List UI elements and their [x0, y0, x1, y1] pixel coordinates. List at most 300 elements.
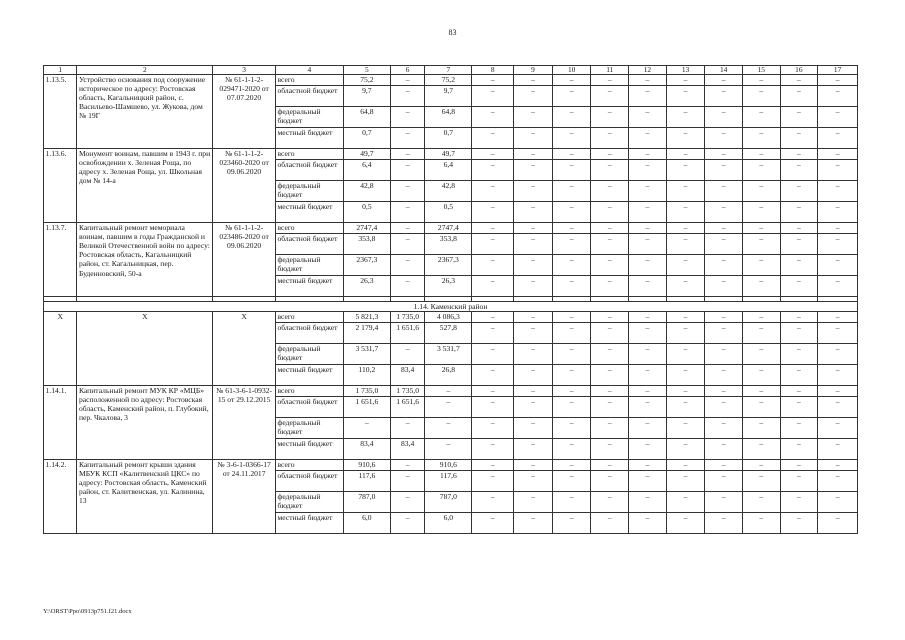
value-cell: –	[666, 439, 705, 460]
value-cell: –	[552, 255, 591, 276]
value-cell: –	[818, 149, 858, 160]
value-cell: –	[780, 323, 818, 344]
value-cell: –	[742, 202, 780, 223]
value-col6: –	[390, 276, 424, 297]
column-number: 3	[213, 66, 276, 75]
value-col7: –	[425, 439, 472, 460]
value-col7: 910,6	[425, 460, 472, 471]
value-cell: –	[591, 202, 629, 223]
value-cell: –	[472, 418, 514, 439]
value-cell: –	[552, 86, 591, 107]
value-col7: 0,5	[425, 202, 472, 223]
value-total: 0,5	[343, 202, 390, 223]
value-cell: –	[514, 75, 553, 86]
budget-source: федеральный бюджет	[275, 107, 343, 128]
value-cell: –	[514, 181, 553, 202]
value-cell: –	[780, 107, 818, 128]
value-col7: 26,3	[425, 276, 472, 297]
region-title: 1.14. Каменский район	[44, 302, 858, 312]
value-cell: –	[780, 276, 818, 297]
value-cell: –	[742, 107, 780, 128]
budget-source: местный бюджет	[275, 365, 343, 386]
value-cell: –	[705, 223, 743, 234]
value-cell: –	[742, 255, 780, 276]
value-col6: 1 651,6	[390, 323, 424, 344]
value-cell: –	[705, 255, 743, 276]
value-cell: –	[742, 513, 780, 534]
object-name: X	[77, 312, 213, 386]
value-cell: –	[666, 181, 705, 202]
value-cell: –	[472, 460, 514, 471]
value-cell: –	[780, 223, 818, 234]
value-col6: 1 735,0	[390, 386, 424, 397]
value-col6: –	[390, 344, 424, 365]
value-cell: –	[472, 513, 514, 534]
value-cell: –	[666, 492, 705, 513]
value-col6: –	[390, 75, 424, 86]
value-cell: –	[514, 276, 553, 297]
value-cell: –	[629, 202, 667, 223]
value-cell: –	[742, 86, 780, 107]
value-cell: –	[705, 386, 743, 397]
value-cell: –	[629, 323, 667, 344]
value-cell: –	[629, 513, 667, 534]
column-number: 13	[666, 66, 705, 75]
value-cell: –	[629, 386, 667, 397]
value-cell: –	[552, 276, 591, 297]
value-cell: –	[780, 492, 818, 513]
value-cell: –	[780, 365, 818, 386]
budget-source: областной бюджет	[275, 160, 343, 181]
value-cell: –	[818, 492, 858, 513]
value-cell: –	[552, 386, 591, 397]
value-col6: –	[390, 492, 424, 513]
value-col6: –	[390, 128, 424, 149]
value-cell: –	[472, 75, 514, 86]
value-cell: –	[591, 234, 629, 255]
value-col7: 75,2	[425, 75, 472, 86]
budget-source: федеральный бюджет	[275, 181, 343, 202]
value-col7: 787,0	[425, 492, 472, 513]
column-number: 8	[472, 66, 514, 75]
value-cell: –	[818, 344, 858, 365]
value-cell: –	[780, 386, 818, 397]
value-col6: 1 651,6	[390, 397, 424, 418]
value-cell: –	[818, 460, 858, 471]
value-cell: –	[552, 365, 591, 386]
value-col6: 83,4	[390, 439, 424, 460]
value-cell: –	[472, 202, 514, 223]
value-col6: –	[390, 160, 424, 181]
value-cell: –	[705, 234, 743, 255]
value-cell: –	[514, 323, 553, 344]
value-cell: –	[742, 75, 780, 86]
value-col7: 42,8	[425, 181, 472, 202]
budget-source: федеральный бюджет	[275, 255, 343, 276]
value-cell: –	[742, 323, 780, 344]
value-cell: –	[552, 439, 591, 460]
value-col6: 83,4	[390, 365, 424, 386]
value-cell: –	[552, 223, 591, 234]
expertise-document: № 61-1-1-2-029471-2020 от 07.07.2020	[213, 75, 276, 149]
value-cell: –	[591, 439, 629, 460]
value-cell: –	[552, 323, 591, 344]
value-cell: –	[780, 160, 818, 181]
value-cell: –	[552, 471, 591, 492]
value-cell: –	[666, 234, 705, 255]
value-total: 6,0	[343, 513, 390, 534]
value-cell: –	[818, 439, 858, 460]
value-cell: –	[705, 471, 743, 492]
value-col7: 49,7	[425, 149, 472, 160]
value-cell: –	[705, 128, 743, 149]
column-number: 15	[742, 66, 780, 75]
object-name: Капитальный ремонт мемориала воинам, павшим в годы Гражданской и Великой Отечественной войн по адресу: Ростовская область, Кагальницкий район, ст. Кагальницкая, пер. Буденновский, 50-а	[77, 223, 213, 297]
value-cell: –	[666, 418, 705, 439]
value-cell: –	[472, 234, 514, 255]
column-number: 5	[343, 66, 390, 75]
table-row	[44, 386, 858, 397]
budget-source: федеральный бюджет	[275, 492, 343, 513]
value-cell: –	[514, 492, 553, 513]
value-cell: –	[514, 386, 553, 397]
value-cell: –	[780, 418, 818, 439]
value-cell: –	[514, 202, 553, 223]
value-cell: –	[591, 75, 629, 86]
value-cell: –	[742, 128, 780, 149]
value-cell: –	[666, 75, 705, 86]
value-cell: –	[552, 397, 591, 418]
value-total: 42,8	[343, 181, 390, 202]
value-cell: –	[514, 513, 553, 534]
value-cell: –	[780, 128, 818, 149]
value-cell: –	[666, 365, 705, 386]
value-cell: –	[514, 128, 553, 149]
value-cell: –	[705, 492, 743, 513]
value-cell: –	[591, 128, 629, 149]
column-number: 1	[44, 66, 77, 75]
budget-source: местный бюджет	[275, 202, 343, 223]
value-col7: 353,8	[425, 234, 472, 255]
value-cell: –	[591, 312, 629, 323]
value-cell: –	[591, 471, 629, 492]
value-cell: –	[514, 460, 553, 471]
value-cell: –	[514, 365, 553, 386]
value-cell: –	[591, 276, 629, 297]
value-cell: –	[818, 86, 858, 107]
expertise-document: № 61-1-1-2-023486-2020 от 09.06.2020	[213, 223, 276, 297]
value-col7: 64,8	[425, 107, 472, 128]
value-cell: –	[780, 255, 818, 276]
value-cell: –	[591, 492, 629, 513]
value-cell: –	[705, 513, 743, 534]
value-cell: –	[780, 312, 818, 323]
value-cell: –	[472, 255, 514, 276]
value-cell: –	[552, 160, 591, 181]
value-col7: 117,6	[425, 471, 472, 492]
value-cell: –	[818, 276, 858, 297]
value-total: 2 179,4	[343, 323, 390, 344]
value-cell: –	[514, 344, 553, 365]
value-cell: –	[629, 75, 667, 86]
value-cell: –	[591, 344, 629, 365]
table-row	[44, 223, 858, 234]
value-col7: 4 086,3	[425, 312, 472, 323]
value-cell: –	[666, 107, 705, 128]
value-cell: –	[591, 86, 629, 107]
value-total: 910,6	[343, 460, 390, 471]
value-total: 2367,3	[343, 255, 390, 276]
object-name: Монумент воинам, павшим в 1943 г. при освобождении х. Зеленая Роща, по адресу х. Зеленая Роща, ул. Школьная дом № 14-а	[77, 149, 213, 223]
value-col6: –	[390, 107, 424, 128]
value-cell: –	[552, 513, 591, 534]
funding-table	[43, 65, 858, 534]
value-cell: –	[591, 397, 629, 418]
budget-source: областной бюджет	[275, 234, 343, 255]
value-total: 1 651,6	[343, 397, 390, 418]
value-cell: –	[742, 312, 780, 323]
value-cell: –	[742, 344, 780, 365]
budget-source: федеральный бюджет	[275, 344, 343, 365]
table-row	[44, 312, 858, 323]
value-cell: –	[742, 223, 780, 234]
value-cell: –	[629, 181, 667, 202]
column-number: 14	[705, 66, 743, 75]
value-col6: –	[390, 255, 424, 276]
value-col6: –	[390, 149, 424, 160]
value-cell: –	[742, 397, 780, 418]
region-row	[44, 302, 858, 312]
value-cell: –	[552, 312, 591, 323]
value-cell: –	[591, 149, 629, 160]
value-cell: –	[705, 149, 743, 160]
value-col7: –	[425, 397, 472, 418]
value-col6: –	[390, 202, 424, 223]
value-cell: –	[472, 386, 514, 397]
value-col7: 2747,4	[425, 223, 472, 234]
budget-source: местный бюджет	[275, 276, 343, 297]
value-cell: –	[629, 460, 667, 471]
value-cell: –	[472, 223, 514, 234]
value-cell: –	[514, 312, 553, 323]
value-col6: –	[390, 460, 424, 471]
value-cell: –	[472, 471, 514, 492]
value-cell: –	[514, 418, 553, 439]
value-cell: –	[666, 255, 705, 276]
value-cell: –	[591, 107, 629, 128]
value-total: 9,7	[343, 86, 390, 107]
value-cell: –	[629, 492, 667, 513]
value-cell: –	[472, 439, 514, 460]
value-cell: –	[514, 255, 553, 276]
value-cell: –	[472, 160, 514, 181]
value-cell: –	[552, 75, 591, 86]
budget-source: всего	[275, 149, 343, 160]
value-cell: –	[514, 86, 553, 107]
value-cell: –	[742, 418, 780, 439]
value-cell: –	[552, 492, 591, 513]
item-number: X	[44, 312, 77, 386]
value-cell: –	[780, 149, 818, 160]
value-cell: –	[818, 513, 858, 534]
budget-source: всего	[275, 223, 343, 234]
value-cell: –	[705, 75, 743, 86]
value-cell: –	[591, 365, 629, 386]
value-cell: –	[666, 202, 705, 223]
value-cell: –	[705, 181, 743, 202]
value-cell: –	[818, 234, 858, 255]
budget-source: федеральный бюджет	[275, 418, 343, 439]
value-col6: –	[390, 86, 424, 107]
value-total: 3 531,7	[343, 344, 390, 365]
value-cell: –	[591, 223, 629, 234]
value-cell: –	[472, 492, 514, 513]
value-cell: –	[742, 471, 780, 492]
value-cell: –	[629, 255, 667, 276]
column-number: 10	[552, 66, 591, 75]
item-number: 1.14.1.	[44, 386, 77, 460]
value-cell: –	[591, 386, 629, 397]
value-col7: 3 531,7	[425, 344, 472, 365]
value-cell: –	[742, 160, 780, 181]
value-cell: –	[818, 397, 858, 418]
value-cell: –	[780, 344, 818, 365]
column-number: 12	[629, 66, 667, 75]
item-number: 1.14.2.	[44, 460, 77, 534]
value-cell: –	[818, 202, 858, 223]
budget-source: местный бюджет	[275, 439, 343, 460]
value-cell: –	[514, 149, 553, 160]
value-cell: –	[514, 471, 553, 492]
value-cell: –	[472, 86, 514, 107]
value-cell: –	[666, 471, 705, 492]
page-number: 83	[448, 28, 457, 37]
value-total: 75,2	[343, 75, 390, 86]
value-cell: –	[552, 418, 591, 439]
value-cell: –	[472, 149, 514, 160]
value-cell: –	[629, 234, 667, 255]
value-col6: –	[390, 223, 424, 234]
value-total: 83,4	[343, 439, 390, 460]
value-cell: –	[591, 460, 629, 471]
value-cell: –	[705, 86, 743, 107]
value-cell: –	[705, 202, 743, 223]
file-path-footer: Y:\ORST\Ppo\0913p751.f21.docx	[43, 608, 132, 615]
item-number: 1.13.5.	[44, 75, 77, 149]
value-cell: –	[472, 181, 514, 202]
value-cell: –	[629, 439, 667, 460]
value-cell: –	[818, 181, 858, 202]
value-cell: –	[780, 234, 818, 255]
value-cell: –	[591, 160, 629, 181]
value-cell: –	[629, 160, 667, 181]
value-cell: –	[705, 439, 743, 460]
value-cell: –	[472, 365, 514, 386]
value-cell: –	[705, 460, 743, 471]
value-cell: –	[742, 181, 780, 202]
value-cell: –	[472, 312, 514, 323]
budget-source: всего	[275, 386, 343, 397]
value-cell: –	[472, 323, 514, 344]
value-cell: –	[742, 386, 780, 397]
value-col7: –	[425, 386, 472, 397]
value-cell: –	[705, 312, 743, 323]
value-cell: –	[666, 513, 705, 534]
value-cell: –	[818, 255, 858, 276]
value-cell: –	[472, 107, 514, 128]
budget-source: областной бюджет	[275, 86, 343, 107]
object-name: Капитальный ремонт МУК КР «МЦБ» расположенной по адресу: Ростовская область, Каменский район, п. Глубокий, пер. Чкалова, 3	[77, 386, 213, 460]
value-total: 49,7	[343, 149, 390, 160]
value-cell: –	[552, 107, 591, 128]
value-cell: –	[629, 418, 667, 439]
value-cell: –	[780, 471, 818, 492]
value-cell: –	[818, 75, 858, 86]
value-cell: –	[705, 397, 743, 418]
value-cell: –	[705, 160, 743, 181]
value-total: 787,0	[343, 492, 390, 513]
value-cell: –	[742, 439, 780, 460]
value-cell: –	[666, 344, 705, 365]
value-col6: –	[390, 181, 424, 202]
value-cell: –	[514, 107, 553, 128]
value-cell: –	[552, 128, 591, 149]
value-cell: –	[818, 386, 858, 397]
value-total: 2747,4	[343, 223, 390, 234]
value-cell: –	[629, 128, 667, 149]
value-cell: –	[742, 149, 780, 160]
value-cell: –	[514, 397, 553, 418]
value-col6: –	[390, 471, 424, 492]
value-cell: –	[514, 234, 553, 255]
value-cell: –	[666, 460, 705, 471]
value-cell: –	[780, 460, 818, 471]
value-cell: –	[705, 323, 743, 344]
value-cell: –	[552, 234, 591, 255]
column-number: 17	[818, 66, 858, 75]
value-total: 5 821,3	[343, 312, 390, 323]
value-col7: 2367,3	[425, 255, 472, 276]
value-cell: –	[666, 312, 705, 323]
value-cell: –	[705, 418, 743, 439]
value-cell: –	[514, 160, 553, 181]
value-cell: –	[629, 312, 667, 323]
value-total: 0,7	[343, 128, 390, 149]
value-col7: 6,0	[425, 513, 472, 534]
value-cell: –	[666, 149, 705, 160]
value-cell: –	[552, 181, 591, 202]
value-cell: –	[552, 202, 591, 223]
value-cell: –	[780, 439, 818, 460]
value-cell: –	[705, 107, 743, 128]
value-cell: –	[552, 149, 591, 160]
value-cell: –	[818, 128, 858, 149]
value-cell: –	[472, 276, 514, 297]
budget-source: областной бюджет	[275, 397, 343, 418]
value-cell: –	[591, 181, 629, 202]
column-number: 11	[591, 66, 629, 75]
column-number: 9	[514, 66, 553, 75]
value-cell: –	[666, 323, 705, 344]
value-cell: –	[742, 234, 780, 255]
value-cell: –	[780, 397, 818, 418]
value-total: 353,8	[343, 234, 390, 255]
value-cell: –	[742, 276, 780, 297]
expertise-document: X	[213, 312, 276, 386]
value-total: 26,3	[343, 276, 390, 297]
value-cell: –	[666, 397, 705, 418]
value-cell: –	[552, 344, 591, 365]
